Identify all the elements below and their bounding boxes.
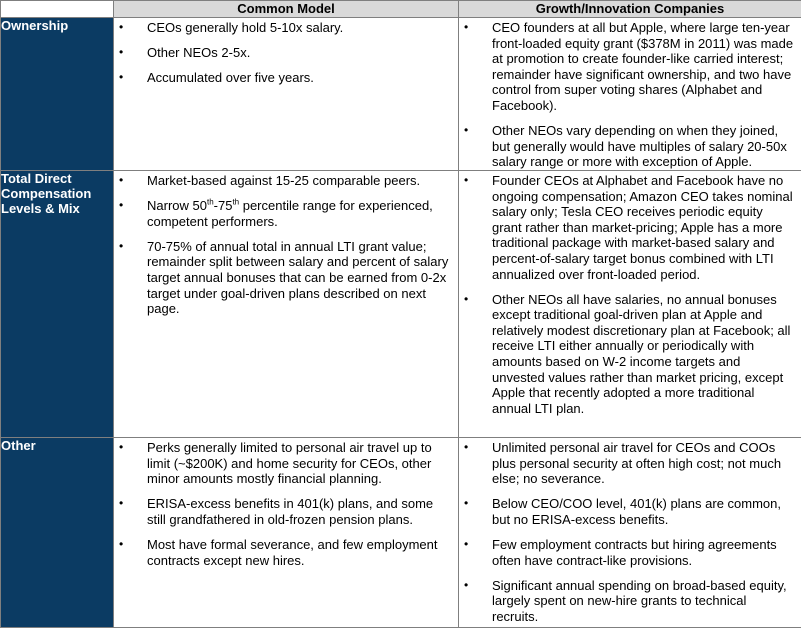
bullet-icon: •: [464, 173, 469, 187]
cell-other-growth: [459, 438, 801, 628]
cell-compensation-common: [114, 171, 459, 438]
bullet-icon: •: [119, 198, 124, 213]
list-item: • Market-based against 15-25 comparable peers.: [119, 173, 421, 188]
row-total-direct-compensation: [1, 171, 801, 438]
bullet-icon: •: [119, 70, 124, 85]
list-item: • Below CEO/COO level, 401(k) plans are common, but no ERISA-excess benefits.: [464, 496, 781, 527]
list-item: • Other NEOs vary depending on when they joined, but generally would have multiples of salary 20-50x salary range or more with exception of Apple.: [464, 123, 787, 170]
bullet-list: [459, 18, 801, 170]
list-item: • CEO founders at all but Apple, where large ten-year front-loaded equity grant ($378M in 2011) was made at promotion to create founder-like carried interest; remainder have significant ownership, and two have control from super voting shares (Alphabet and Facebook).: [464, 20, 794, 113]
list-item: • Founder CEOs at Alphabet and Facebook have no ongoing compensation; Amazon CEO takes nominal salary only; Tesla CEO receives periodic equity grant rather than market-pricing; Apple has a more traditional package with market-based salary and percent-of-salary target bonus combined with LTI annualized over front-loaded period.: [464, 173, 793, 282]
row-ownership: [1, 18, 801, 171]
row-header-ownership: Ownership: [1, 18, 114, 171]
list-item: • Other NEOs 2-5x.: [119, 45, 251, 61]
bullet-icon: •: [119, 440, 124, 454]
cell-ownership-growth: [459, 18, 801, 171]
row-header-total-direct-compensation: Total Direct Compensation Levels & Mix: [1, 171, 114, 438]
row-other: [1, 438, 801, 628]
list-item: • Few employment contracts but hiring agreements often have contract-like provisions.: [464, 536, 777, 568]
bullet-icon: •: [119, 45, 124, 60]
cell-compensation-growth: [459, 171, 801, 438]
bullet-icon: •: [464, 291, 469, 306]
bullet-list: [459, 438, 801, 624]
bullet-icon: •: [464, 123, 469, 138]
bullet-list: [114, 171, 458, 317]
bullet-icon: •: [119, 536, 124, 551]
bullet-icon: •: [464, 536, 469, 551]
bullet-icon: •: [464, 440, 469, 454]
corner-cell: [1, 1, 114, 18]
bullet-icon: •: [464, 20, 469, 34]
cell-other-common: [114, 438, 459, 628]
list-item: • Accumulated over five years.: [119, 70, 314, 86]
ordinal-suffix: th: [232, 197, 240, 207]
list-item: • 70-75% of annual total in annual LTI grant value; remainder split between salary and percent of salary target annual bonuses that can be earned from 0-2x target under goal-driven plans described on next page.: [119, 238, 449, 317]
cell-ownership-common: [114, 18, 459, 171]
bullet-icon: •: [119, 496, 124, 511]
bullet-list: [114, 438, 458, 568]
column-header-common-model: Common Model: [114, 1, 459, 18]
bullet-icon: •: [119, 20, 124, 34]
list-item: • Perks generally limited to personal air travel up to limit (~$200K) and home security for CEOs, other minor amounts mostly financial planning.: [119, 440, 432, 487]
bullet-icon: •: [464, 496, 469, 511]
list-item: • Unlimited personal air travel for CEOs and COOs plus personal security at often high cost; not much else; no severance.: [464, 440, 782, 487]
bullet-list: [114, 18, 458, 86]
bullet-icon: •: [464, 577, 469, 592]
list-item: • Other NEOs all have salaries, no annual bonuses except traditional goal-driven plan at Apple and relatively modest discretionary plan at Facebook; all receive LTI either annually or periodically with amounts based on W-2 income targets and unvested values rather than market pricing, except Apple that recently adopted a more traditional annual LTI plan.: [464, 291, 791, 416]
list-item: • CEOs generally hold 5-10x salary.: [119, 20, 344, 35]
bullet-list: [459, 171, 801, 416]
list-item: • Most have formal severance, and few employment contracts except new hires.: [119, 536, 438, 568]
list-item: • Narrow 50th-75th percentile range for experienced, competent performers.: [119, 197, 433, 229]
column-header-growth-innovation: Growth/Innovation Companies: [459, 1, 801, 18]
row-header-other: Other: [1, 438, 114, 628]
list-item: • ERISA-excess benefits in 401(k) plans, and some still grandfathered in old-frozen pension plans.: [119, 496, 434, 527]
bullet-icon: •: [119, 173, 124, 187]
ordinal-suffix: th: [206, 197, 214, 207]
header-row: [1, 1, 801, 18]
list-item: • Significant annual spending on broad-based equity, largely spent on new-hire grants to technical recruits.: [464, 577, 787, 624]
bullet-icon: •: [119, 238, 124, 253]
